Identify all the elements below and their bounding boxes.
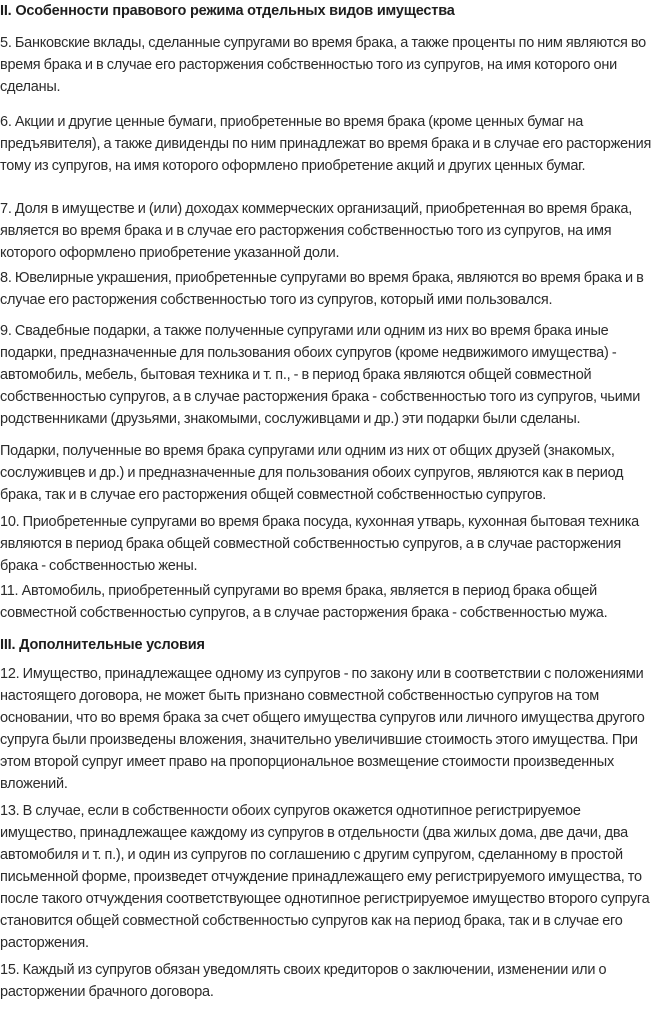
paragraph-15: 15. Каждый из супругов обязан уведомлять своих кредиторов о заключении, изменении или о расторжении брачного договора. <box>0 962 607 1000</box>
paragraph-12: 12. Имущество, принадлежащее одному из супругов - по закону или в соответствии с положениями настоящего договора, не может быть признано совместной собственностью супругов на том основании, что во время брака за счет общего имущества супругов или личного имущества другого супруга были произведены вложения, значительно увеличившие стоимость этого имущества. При этом второй супруг имеет право на пропорциональное возмещение стоимости произведенных вложений. <box>0 666 645 792</box>
paragraph-9: 9. Свадебные подарки, а также полученные супругами или одним из них во время брака иные подарки, предназначенные для пользования обоих супругов (кроме недвижимого имущества) - автомобиль, мебель, бытовая техника и т. п., - в период брака являются общей совместной собственностью супругов, а в случае расторжения брака - собственностью того из супругов, чьими родственниками (друзьями, знакомыми, сослуживцами и др.) эти подарки были сделаны. <box>0 323 641 427</box>
paragraph-10: 10. Приобретенные супругами во время брака посуда, кухонная утварь, кухонная бытовая техника являются в период брака общей совместной собственностью супругов, а в случае расторжения брака - собственностью жены. <box>0 514 639 574</box>
paragraph-6: 6. Акции и другие ценные бумаги, приобретенные во время брака (кроме ценных бумаг на предъявителя), а также дивиденды по ним принадлежат во время брака и в случае его расторжения тому из супругов, на имя которого оформлено приобретение акций и других ценных бумаг. <box>0 114 652 174</box>
paragraph-11: 11. Автомобиль, приобретенный супругами во время брака, является в период брака общей совместной собственностью супругов, а в случае расторжения брака - собственностью мужа. <box>0 583 608 621</box>
paragraph-9-gifts: Подарки, полученные во время брака супругами или одним из них от общих друзей (знакомых, сослуживцев и др.) и предназначенные для пользования обоих супругов, являются как в период брака, так и в случае его расторжения общей совместной собственностью супругов. <box>0 443 624 503</box>
paragraph-5: 5. Банковские вклады, сделанные супругами во время брака, а также проценты по ним являются во время брака и в случае его расторжения собственностью того из супругов, на имя которого они сделаны. <box>0 35 646 95</box>
paragraph-7: 7. Доля в имуществе и (или) доходах коммерческих организаций, приобретенная во время брака, является во время брака и в случае его расторжения собственностью того из супругов, на имя которого оформлено приобретение указанной доли. <box>0 201 632 261</box>
section-heading-ii: II. Особенности правового режима отдельных видов имущества <box>0 3 455 19</box>
paragraph-8: 8. Ювелирные украшения, приобретенные супругами во время брака, являются во время брака и в случае его расторжения собственностью того из супругов, который ими пользовался. <box>0 270 644 308</box>
section-heading-iii: III. Дополнительные условия <box>0 637 205 653</box>
paragraph-13: 13. В случае, если в собственности обоих супругов окажется однотипное регистрируемое имущество, принадлежащее каждому из супругов в отдельности (два жилых дома, две дачи, два автомобиля и т. п.), и один из супругов по соглашению с другим супругом, сделанному в простой письменной форме, произведет отчуждение принадлежащего ему регистрируемого имущества, то после такого отчуждения соответствующее однотипное регистрируемое имущество второго супруга становится общей совместной собственностью супругов как на период брака, так и в случае его расторжения. <box>0 803 650 951</box>
